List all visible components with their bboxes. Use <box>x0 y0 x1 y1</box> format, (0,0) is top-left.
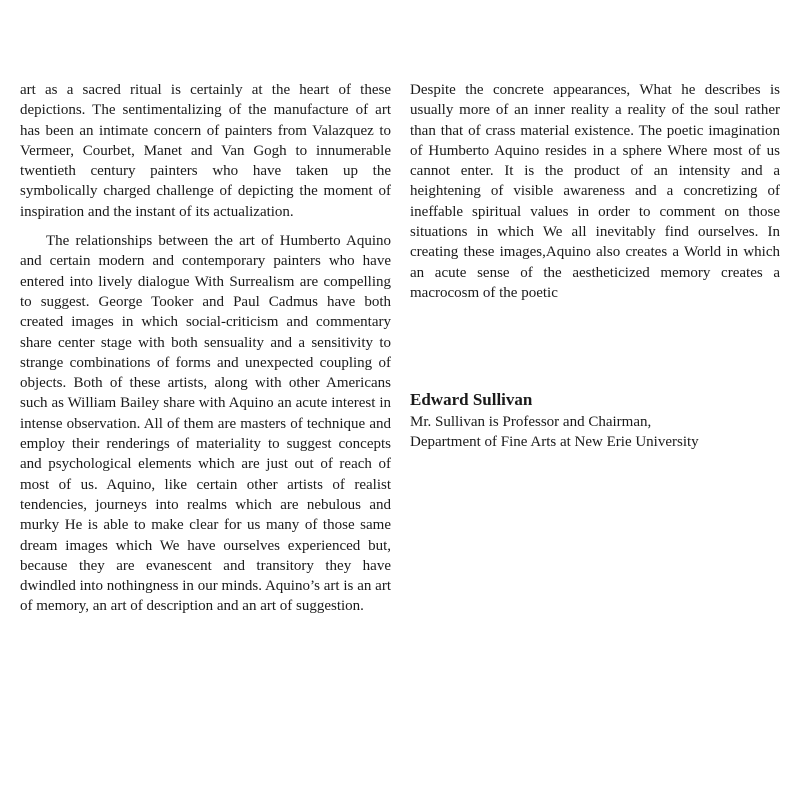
right-column <box>410 80 780 303</box>
left-column <box>20 80 391 617</box>
left-paragraph-2: The relationships between the art of Humberto Aquino and certain modern and contemporary painters who have entered into lively dialogue With Surrealism are compelling to suggest. George Tooker and Paul Cadmus have both created images in which social-criticism and commentary share center stage with both sensuality and a sensitivity to strange combinations of forms and unexpected coupling of objects. Both of these artists, along with other Americans such as William Bailey share with Aquino an acute interest in intense observation. All of them are masters of technique and employ their renderings of materiality to suggest concepts and psychological elements which are just out of reach of most of us. Aquino, like certain other artists of realist tendencies, journeys into realms which are nebulous and murky He is able to make clear for us many of those same dream images which We have ourselves experienced but, because they are evanescent and transitory they have dwindled into nothingness in our minds. Aquino’s art is an art of memory, an art of description and an art of suggestion. <box>20 233 391 615</box>
author-title-line-1: Mr. Sullivan is Professor and Chairman, <box>410 414 652 430</box>
author-bio <box>410 412 780 453</box>
author-name: Edward Sullivan <box>410 390 533 409</box>
right-paragraph-1: Despite the concrete appearances, What he describes is usually more of an inner reality a reality of the soul rather than that of crass material existence. The poetic imagination of Humberto Aquino resides in a sphere Where most of us cannot enter. It is the product of an intensity and a heightening of visible awareness and a concretizing of ineffable spiritual values in order to comment on those situations in which We all inevitably find ourselves. In creating these images,Aquino also creates a World in which an acute sense of the aestheticized memory creates a macrocosm of the poetic <box>410 82 780 301</box>
author-title-line-2: Department of Fine Arts at New Erie University <box>410 434 699 451</box>
author-byline <box>410 389 780 453</box>
left-paragraph-1: art as a sacred ritual is certainly at the heart of these depictions. The sentimentalizing of the manufacture of art has been an intimate concern of painters from Valazquez to Vermeer, Courbet, Manet and Van Gogh to innumerable twentieth century painters who have taken up the symbolically charged challenge of depicting the moment of inspiration and the instant of its actualization. <box>20 82 391 220</box>
